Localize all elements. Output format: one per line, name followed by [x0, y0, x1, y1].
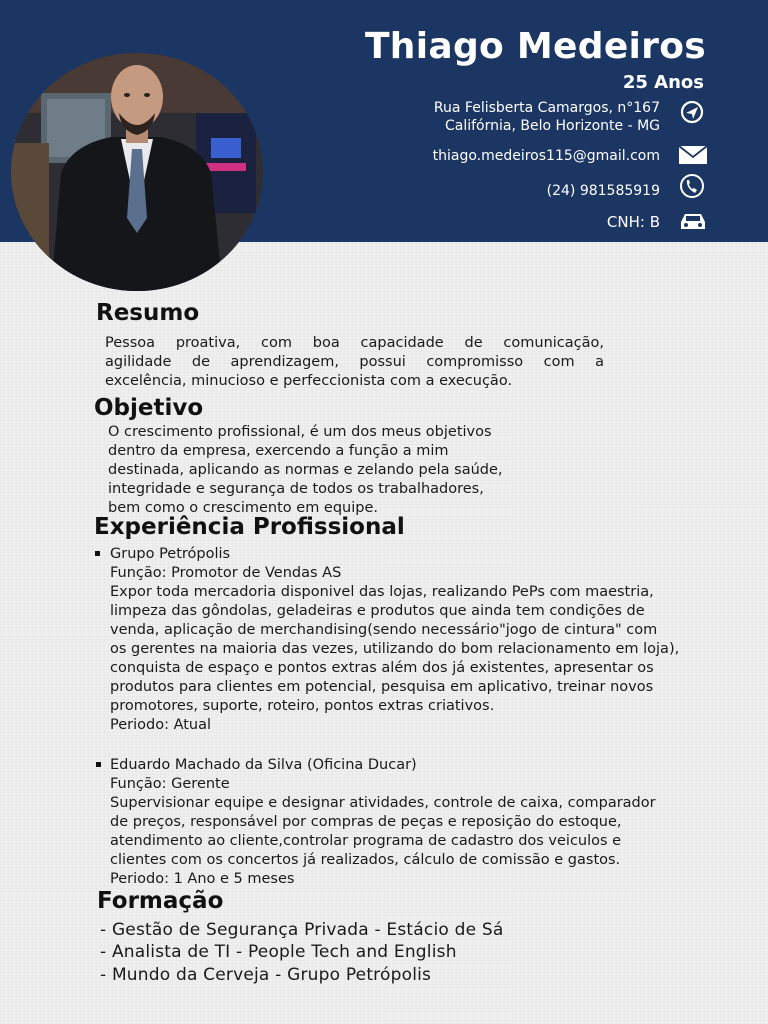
address	[434, 99, 660, 135]
job-description-line: promotores, suporte, roteiro, pontos extras criativos.	[110, 698, 495, 714]
objetivo-line: destinada, aplicando as normas e zelando pela saúde,	[108, 462, 503, 478]
job-company: Grupo Petrópolis	[110, 546, 231, 562]
job-description-line: produtos para clientes em potencial, pesquisa em aplicativo, treinar novos	[110, 679, 654, 695]
address-line-1: Rua Felisberta Camargos, n°167	[433, 100, 660, 116]
email-text: thiago.medeiros115@gmail.com	[432, 148, 660, 164]
job-entry	[110, 756, 710, 889]
job-description-line: venda, aplicação de merchandising(sendo necessário"jogo de cintura" com	[110, 622, 658, 638]
resumo-text	[105, 334, 604, 391]
person-illustration	[11, 53, 263, 291]
job-description-line: clientes com os concertos já realizados, cálculo de comissão e gastos.	[110, 852, 621, 868]
envelope-icon	[678, 142, 708, 168]
resumo-line: excelência, minucioso e perfeccionista com a execução.	[105, 373, 513, 389]
phone-icon	[678, 173, 708, 199]
job-description-line: de preços, responsável por compras de peças e reposição do estoque,	[110, 814, 622, 830]
address-line-2: Califórnia, Belo Horizonte - MG	[444, 118, 660, 134]
job-description-line: conquista de espaço e pontos extras além dos já existentes, apresentar os	[110, 660, 654, 676]
job-entry	[110, 545, 710, 735]
job-role: Função: Promotor de Vendas AS	[110, 565, 342, 581]
candidate-age: 25 Anos	[622, 72, 704, 93]
job-company: Eduardo Machado da Silva (Oficina Ducar)	[110, 757, 417, 773]
job-description-line: limpeza das gôndolas, geladeiras e produtos que ainda tem condições de	[110, 603, 645, 619]
location-icon	[678, 99, 708, 125]
bullet-marker	[96, 762, 101, 767]
license-text: CNH: B	[606, 213, 660, 231]
job-description-line: Expor toda mercadoria disponivel das lojas, realizando PePs com maestria,	[110, 584, 654, 600]
resumo-line: Pessoa proativa, com boa capacidade de comunicação,	[105, 335, 604, 351]
objetivo-line: dentro da empresa, exercendo a função a mim	[108, 443, 449, 459]
profile-photo	[11, 53, 263, 291]
job-description-line: atendimento ao cliente,controlar programa de cadastro dos veiculos e	[110, 833, 622, 849]
job-role: Função: Gerente	[110, 776, 230, 792]
car-icon	[678, 208, 708, 234]
formacao-heading: Formação	[97, 888, 224, 914]
experiencia-heading: Experiência Profissional	[94, 514, 405, 540]
resumo-line: agilidade de aprendizagem, possui compromisso com a	[105, 354, 604, 370]
phone-text: (24) 981585919	[546, 183, 660, 199]
objetivo-text	[108, 423, 548, 518]
formacao-item: - Analista de TI - People Tech and English	[100, 942, 457, 962]
job-description-line: os gerentes na maioria das vezes, utilizando do bom relacionamento em loja),	[110, 641, 680, 657]
candidate-name: Thiago Medeiros	[364, 26, 706, 67]
resumo-heading: Resumo	[96, 300, 200, 326]
job-period: Periodo: Atual	[110, 717, 212, 733]
objetivo-line: bem como o crescimento em equipe.	[108, 500, 379, 516]
formacao-item: - Mundo da Cerveja - Grupo Petrópolis	[100, 965, 432, 985]
objetivo-line: integridade e segurança de todos os trabalhadores,	[108, 481, 484, 497]
objetivo-line: O crescimento profissional, é um dos meus objetivos	[108, 424, 492, 440]
job-period: Periodo: 1 Ano e 5 meses	[110, 871, 295, 887]
formacao-item: - Gestão de Segurança Privada - Estácio de Sá	[100, 920, 504, 940]
objetivo-heading: Objetivo	[94, 395, 204, 421]
job-description-line: Supervisionar equipe e designar atividades, controle de caixa, comparador	[110, 795, 656, 811]
bullet-marker	[95, 551, 100, 556]
